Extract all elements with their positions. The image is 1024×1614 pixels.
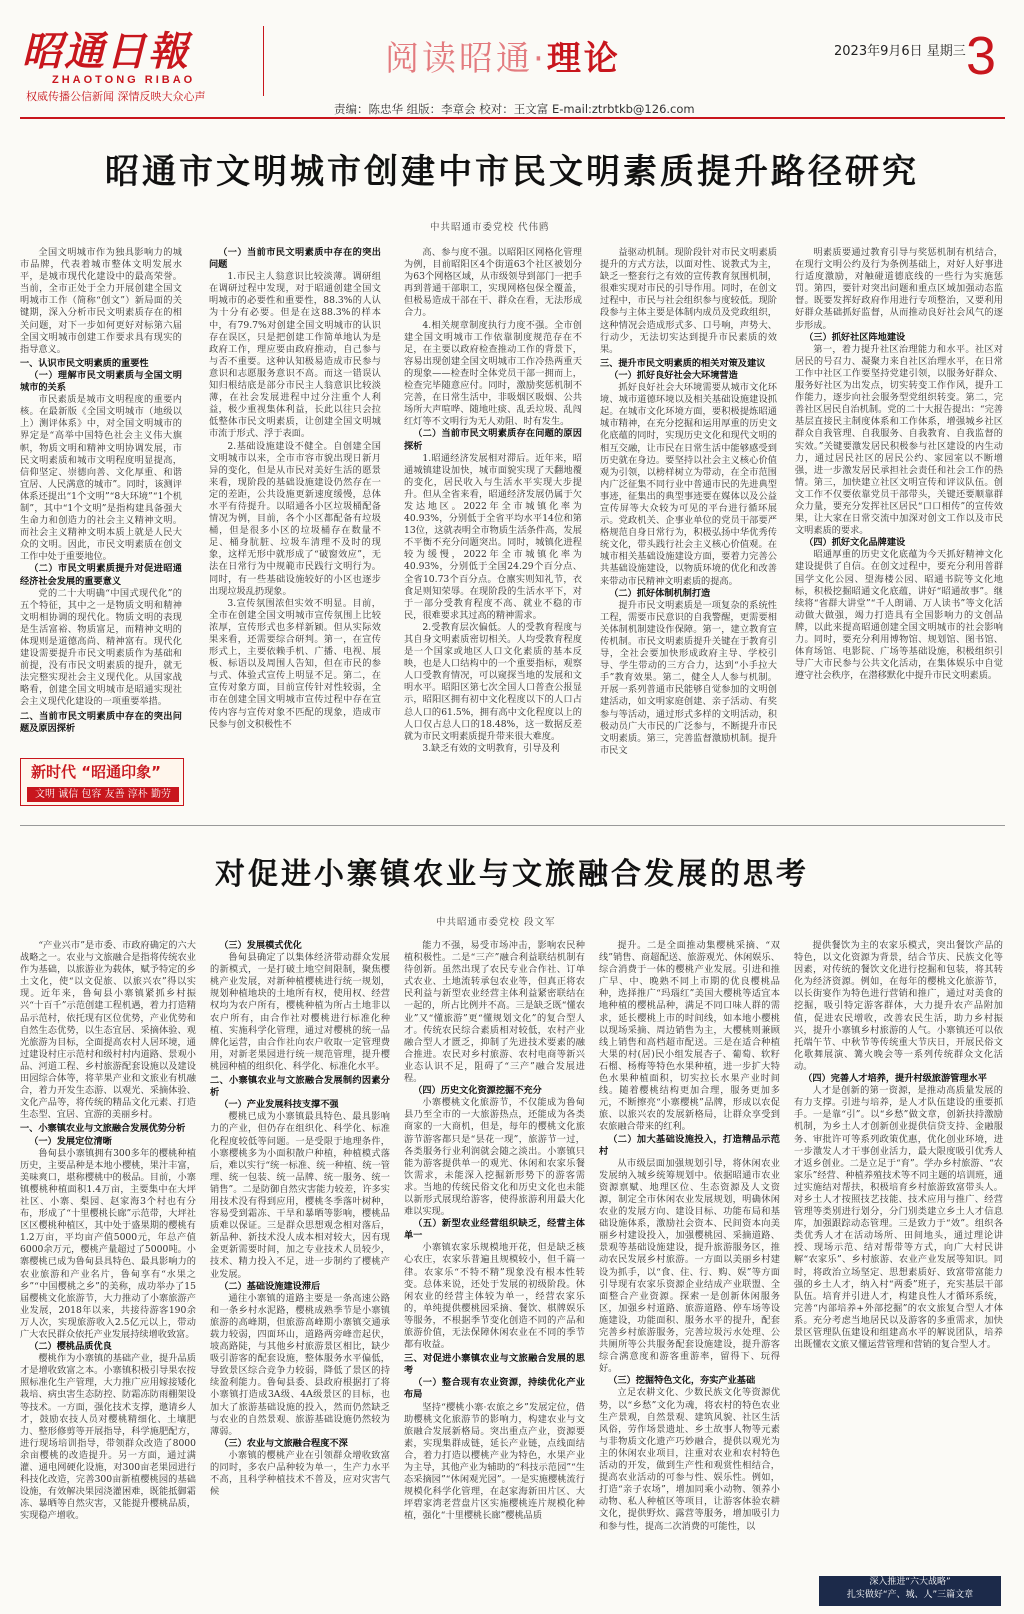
- paragraph: 从市级层面加强规划引导，将休闲农业发展纳入城乡统筹规划中。依据昭通市农业资源禀赋、地理区位、生态资源及人文资源，制定全市休闲农业发展规划，明确休闲农业的发展方向、建设目标、功能布局和基础设施体系，激励社会资本、民间资本向美丽乡村建设投入，加强樱桃园、采摘道路、景观等基础设施建设，提升旅游服务区，推动农民发展乡村旅游。一方面以美丽乡村建设为抓手，以“食、住、行、购、娱”等方面引导现有农家乐资源企业结成产业联盟、全面整合产业资源。探索一是创新休闲服务区，加强乡村道路、旅游道路、停车场等设施建设，功能面积、服务水平的提升，配套完善乡村旅游服务，完善垃圾污水处理、公共厕所等公共服务配套设施建设，提升游客综合满意度和游客重游率，留得下、玩得好。: [599, 1157, 780, 1375]
- paragraph: 2.受教育层次偏低。人的受教育程度与其自身文明素质密切相关。人均受教育程度是一个国家或地区人口文化素质的基本反映，也是人口结构中的一个重要指标，观察人口受教育情况，可以窥探当地的发展和文明水平。昭阳区第七次全国人口普查公报显示，昭阳区拥有初中文化程度以下的人口占总人口的61.5%，拥有高中文化程度以上的人口仅占总人口的18.48%，这一数据反差就为市民文明素质提升带来很大难度。: [404, 621, 582, 742]
- section-heading: （四）完善人才培养，提升村级旅游管理水平: [803, 1073, 987, 1085]
- paragraph: 樱桃作为小寨镇的基础产业，提升品质才是增收致富之本。小寨镇积极引导果农按照标准化生产管理，大力推广应用嫁接矮化栽培、病虫害生态防控、防霜冻防雨棚架设等技术。一方面，强化技术支撑，邀请乡人才，鼓励农技人员对樱桃精细化、土壤肥力、整形修剪等开展指导，科学施肥配方，进行现场培训指导，带领群众改造了8000余亩樱桃的改造提升。另一方面，通过满灌、通电网硬化设施，对300亩老果园进行科技化改造，完善300亩新植樱桃园的基础设施，有效解决果园浇灌困难，既能抵御霜冻、暴晒等自然灾害，又能提升樱桃品质，实现稳产增收。: [20, 1353, 196, 1522]
- section-heading: （二）加大基础设施投入，打造精品示范村: [599, 1133, 780, 1157]
- editor-credits: 责编：陈忠华 组版：李章会 校对：王文富 E-mail:ztrbtkb@126.com: [334, 102, 695, 116]
- article1-col4: [600, 247, 777, 810]
- paragraph: 能力不强，易受市场冲击，影响农民种植积极性。二是“三产”融合利益联结机制有待创新。虽然出现了农民专业合作社、订单式农业、土地流转承包农业等，但真正将农民利益与新型农业经营主体利益紧密联结在一起的，所占比例并不高。三是缺乏既“懂农业”又“懂旅游”更“懂规划文化”的复合型人才。传统农民综合素质相对较低，农村产业融合型人才匮乏，抑制了先进技术要素的融合推进。农民对乡村旅游、农村电商等新兴业态认识不足，阻碍了“三产”融合发展进程。: [404, 940, 585, 1085]
- paragraph: 提升市民文明素质是一项复杂的系统性工程，需要市民意识的自我警醒，更需要相关体制机制建设作保障。第一，建立教育宣传机制。市民文明素质提升关键在于教育引导，全社会要加快形成政府主导、学校引导、学生带动的三方合力，达到“小手拉大手”教育效果。第二，健全人人参与机制。开展一系列普通市民能够自觉参加的文明创建活动，如文明家庭创建、亲子活动、有奖参与等活动，通过形式多样的文明活动，积极动员广大市民的广泛参与，不断提升市民文明素质。第三，完善监督激励机制。提升市民文: [600, 599, 777, 756]
- paragraph: 通往小寨镇的道路主要是一条高速公路和一条乡村水泥路，樱桃成熟季节是小寨镇旅游的高峰期，但旅游高峰期小寨镇交通承载力较弱，四面环山，道路两旁峰峦起伏，坡高路陡，与其他乡村旅游景区相比，缺少吸引游客的配套设施，整体服务水平偏低，导致景区综合竞争力较弱，降低了景区的持续盈利能力。鲁甸县委、县政府根据打了将小寨镇打造成3A级、4A级景区的目标，也加大了旅游基础设施的投入，然而仍然缺乏与农业的自然景观、旅游基础设施仍然较为薄弱。: [210, 1292, 390, 1437]
- section-heading: （三）农业与文旅融合程度不深: [219, 1437, 348, 1449]
- strategy-tag-line2: 扎实做好“产、城、人”三篇文章: [846, 1590, 974, 1600]
- paragraph: 高、参与度不强。以昭阳区网格化管理为例，目前昭阳区4个街道63个社区被划分为63个网格区域，从市级领导到部门一把手再到普通干部职工，实现网格包保全覆盖，但极易造成干部在干、群众在看，无法形成合力。: [404, 247, 582, 319]
- section-heading: （四）抓好文化品牌建设: [804, 537, 906, 549]
- section-heading: （一）当前市民文明素质中存在的突出问题: [209, 247, 381, 271]
- section-heading: （二）基础设施建设滞后: [219, 1280, 321, 1292]
- section-heading: （一）产业发展科技支撑不强: [219, 1099, 339, 1111]
- paragraph: 鲁甸县小寨镇拥有300多年的樱桃种植历史，主要品种是本地小樱桃，果汁丰富，美味爽口，堪称樱桃中的极品。目前，小寨镇樱桃种植面积1.4万亩，主要集中在大坪社区、小寨、梨园、赵家海3个村也有分布，形成了“十里樱桃长廊”示范带，大坪社区区樱桃种植区，其中处于盛果期的樱桃有1.2万亩，平均亩产值5000元，年总产值6000余万元，樱桃产量超过了5000吨。小寨樱桃已成为鲁甸县具特色、最具影响力的农业旅游和产业名片，鲁甸享有“水果之乡”“中国樱桃之乡”的美称，成功举办了15届樱桃文化旅游节，大力推动了小寨旅游产业发展，2018年以来，共接待游客190余万人次，实现旅游收入2.5亿元以上，带动广大农民群众依托产业发展持续增收致富。: [20, 1147, 196, 1340]
- section-title: [385, 36, 621, 82]
- section-heading: （一）整合现有农业资源，持续优化产业布局: [404, 1377, 585, 1401]
- paragraph: 明素质要通过教育引导与奖惩机制有机结合，在现行文明公约及行为条例基础上，对好人好事进行适度激励，对触碰道德底线的一些行为实施惩罚。第四，要针对突出问题和重点区域加强动态监督。既要发挥好政府作用进行专项整治，又要利用好群众基础抓好监督，从而推动良好社会风气的逐步形成。: [795, 247, 1003, 331]
- article2-byline: 中共昭通市委党校 段文军: [436, 917, 556, 928]
- section-heading: （四）历史文化资源挖掘不充分: [413, 1085, 542, 1097]
- article1-col2: [209, 247, 381, 810]
- article1-byline: 中共昭通市委党校 代伟鸥: [430, 222, 550, 233]
- section-heading: 三、提升市民文明素质的相关对策及建议: [600, 357, 766, 369]
- paragraph: 小寨镇农家乐规模地开花，但是缺乏核心农庄，农家乐普遍且规模较小，但千篇一律。农家乐“不特不精”现象没有根本性转变。总体来说，还处于发展的初级阶段。休闲农业的经营主体较为单一，经营农家乐的，单纯提供樱桃园采摘、餐饮、棋牌娱乐等服务，不根据季节变化创造不同的产品和旅游价值，无法保障休闲农业在不同的季节都有收益。: [404, 1242, 585, 1351]
- section-title-a: 阅读昭通·: [385, 39, 547, 79]
- paragraph: 樱桃已成为小寨镇最具特色、最具影响力的产业，但仍存在组织化、科学化、标准化程度较低等问题。一是受限于地理条件，小寨樱桃多为小面积散户种植，种植模式落后，难以实行“统一标准、统一种植、统一管理、统一包装、统一品牌、统一服务、统一销售”。二是防御自然灾害能力较差，许多实用技术没有得到应用，樱桃冬季落叶树种，容易受到霜冻、干旱和暴晒等影响，樱桃品质难以保证。三是群众思想观念相对落后，新品种、新技术没人成本相对较大，因有现金更新需要时间，加之专业技术人员较少，技术、精力投入不足，进一步制约了樱桃产业发展。: [210, 1111, 390, 1280]
- civility-badge: [20, 758, 184, 806]
- section-heading: （二）当前市民文明素质存在问题的原因探析: [404, 428, 582, 452]
- paragraph: 1.昭通经济发展相对滞后。近年来，昭通城镇建设加快，城市面貌实现了天翻地覆的变化，居民收入与生活水平实现大步提升。但从全省来看，昭通经济发展仍属于欠发达地区。2022年全市城镇化率为40.93%，分别低于全省平均水平14位和第13位，这就表明全市物质生活条件高，发展不平衡不充分问题突出。同时，城镇化进程较为缓慢，2022年全市城镇化率为40.93%，分别低于全国24.29个百分点、全省10.73个百分点。仓廪实则知礼节，衣食足则知荣辱。在现阶段的生活水平下，对于一部分受教育程度不高、就业不稳的市民，很难要求其过高的精神需求。: [404, 452, 582, 621]
- section-heading: （一）理解市民文明素质与全国文明城市的关系: [20, 369, 182, 394]
- article1-col3: [404, 247, 582, 810]
- article1-col1: [20, 247, 182, 752]
- masthead-divider: [263, 26, 264, 96]
- section-heading: （三）发展模式优化: [219, 940, 302, 951]
- section-heading: （二）市民文明素质提升对促进昭通经济社会发展的重要意义: [20, 563, 182, 587]
- section-title-b: 理论: [546, 39, 621, 79]
- paragraph: 提升。二是全面推动集樱桃采摘、“双线”销售、商超配送、旅游观光、休闲娱乐、综合消费于一体的樱桃产业发展。引进和推广早、中、晚熟不同上市期的优良樱桃品种，选择推广“玛瑙红”美国大樱桃等适宜本地种植的樱桃品种，满足不同口味人群的需求，延长樱桃上市的时间线，如本地小樱桃以现场采摘、周边销售为主，大樱桃则兼顾线上销售和高档超市配送。三是在适合种植大果的村(居)民小组发展杏子、葡萄、软籽石榴、杨梅等特色水果种植，进一步扩大特色水果种植面积，切实拉长水果产业时间线。随着樱桃结构更加合理，服务更加多元，不断擦亮“小寨樱桃”品牌，形成以农促旅、以旅兴农的发展新格局，让群众享受到农旅融合带来的红利。: [599, 940, 780, 1133]
- paragraph: 坚持“樱桃小寨·农旅之乡”发展定位，借助樱桃文化旅游节的影响力，构建农业与文旅融合发展新格局。突出重点产业，资源要素，实现集群成链，延长产业链，点线面结合，着力打造以樱桃产业为特色，水果产业为主导，其他产业为辅助的“科技示范园”“生态采摘园”“休闲观光园”。一是实施樱桃流行规模化科学化管理，在赵家海新田片区、大坪碧家湾老营盘片区实施樱桃连片规模化种植，强化“十里樱桃长廊”樱桃品质: [404, 1401, 585, 1522]
- paragraph: 鲁甸县确定了以集体经济带动群众发展的新模式，一是打破土地空间限制，聚焦樱桃产业发展，对新种植樱桃进行统一规划，规划种植地块的土地所有权，使用权、经营权均为农户所有，樱桃种植为所占土地非以农户所有，由合作社对樱桃进行标准化种植、实施科学化管理，通过对樱桃的统一品牌化运营，由合作社向农户收取一定管理费用，对新老果园进行统一规范管理，提升樱桃园种植的组织化、科学化、标准化水平。: [210, 952, 390, 1072]
- article-divider: [20, 825, 1005, 826]
- strategy-tag: [819, 1576, 1001, 1606]
- masthead-rule: [20, 117, 1005, 119]
- section-heading: （一）抓好良好社会大环境营造: [609, 369, 738, 381]
- section-heading: 二、小寨镇农业与文旅融合发展制约因素分析: [210, 1075, 390, 1099]
- paragraph: 1.市民主人翁意识比较淡薄。调研组在调研过程中发现，对于昭通创建全国文明城市的必要性和重要性，88.3%的人认为十分有必要。但是在这88.3%的样本中，有79.7%对创建全国文明城市的认识存在误区，只是把创建工作简单地认为是政府工作，理应要由政府推动，自己参与与否不重要。这种认知极易造成市民参与意识和志愿服务意识不高。而这一错误认知归根结底是部分市民主人翁意识比较淡薄，在社会发展进程中过分注重个人利益，极少重视集体利益，长此以往只会拉低整体市民文明素质，让创建全国文明城市流于形式、浮于表面。: [209, 271, 381, 440]
- paragraph: 提供餐饮为主的农家乐模式，突出餐饮产品的特色，以文化资源为背景，结合节庆、民族文化等因素，对传统的餐饮文化进行挖掘和包装，将其转化为经济资源。例如，在每年的樱桃文化旅游节，以长街宴作为特色进行营销和推广，通过对美食的挖掘，吸引特定游客群体，大力提升农产品附加值，促进农民增收，改善农民生活，助力乡村振兴，提升小寨镇乡村旅游的人气。小寨镇还可以依托端午节、中秋节等传统重大节庆日，开展民俗文化歌舞展演、篝火晚会等一系列传统群众文化活动。: [794, 940, 1003, 1072]
- paragraph: 2.基础设施建设不健全。自创建全国文明城市以来，全市市容市貌出现日新月异的变化，但是从市民对美好生活的愿景来看，现阶段的基础设施建设仍然存在一定的差距，公共设施更新速度缓慢，总体水平有待提升。以昭通各小区垃圾桶配备情况为例，目前，各个小区都配备有垃圾桶，但是很多小区的垃圾桶存在数量不足、桶身肮脏、垃圾车清理不及时的现象，这样无形中就形成了“破窗效应”，无法在日常行为中规範市民践行文明行为。同时，有一些基础设施较好的小区也逐步出现垃圾乱扔现象。: [209, 440, 381, 597]
- article2-col5: [794, 940, 1003, 1568]
- article2-col1: [20, 940, 196, 1608]
- section-heading: 一、小寨镇农业与文旅融合发展优势分析: [20, 1123, 186, 1135]
- article1-col5: [795, 247, 1003, 810]
- article1-title: 昭通市文明城市创建中市民文明素质提升路径研究: [105, 152, 919, 192]
- paragraph: 3.宣传氛围浓但实效不明显。目前，全市在创建全国文明城市宣传氛围上比较浓厚，宣传形式也多样新颖。但从实际效果来看，还需要综合研判。第一，在宣传形式上，主要依赖手机、广播、电视、展板、标语以及周围人告知，但在市民的参与式、体验式宣传上明显不足。第二，在宣传对象方面，目前宣传针对性较弱，全市在创建全国文明城市宣传过程中存在宣传内容与宣传对象不匹配的现象，造成市民参与创文积极性不: [209, 597, 381, 730]
- section-heading: （二）抓好体制机制打造: [609, 587, 711, 599]
- newspaper-logo-en: ZHAOTONG RIBAO: [52, 74, 196, 86]
- paragraph: 益驱动机制。现阶段针对市民文明素质提升的方式方法，以面对性、说教式为主，缺乏一整套行之有效的宣传教育氛围机制，很难实现对市民的引导作用。同时，在创文过程中，市民与社会组织参与度较低。现阶段参与主体主要是体制内成员及党政组织，这种情况会造成形式多、口号响，声势大、行动少，无法切实达到提升市民素质的效果。: [600, 247, 777, 355]
- strategy-tag-line1: 深入推进“六大战略”: [869, 1577, 951, 1587]
- paragraph: 抓好良好社会大环境需要从城市文化环境、城市道德环境以及相关基础设施建设抓起。在城市文化环境方面，要积极提炼昭通城市精神，在充分挖掘和运用厚重的历史文化底蕴的同时，实现历史文化和现代文明的相互交融，让市民在日常生活中能够感受到历史就在身边。要坚持以社会主义核心价值观为引领，以榜样树立为带动，在全市范围内广泛征集不同行业中普通市民的先进典型事迹，征集出的典型事迹要在媒体以及公益宣传屏等大众较为可见的平台进行循环展示。党政机关、企事业单位的党员干部要严格规范自身日常行为，积极弘扬中华优秀传统文化，带头践行社会主义核心价值观。在城市相关基础设施建设方面，要着力完善公共基础设施建设，以物质环境的优化和改善来带动市民精神文明素质的提高。: [600, 382, 777, 587]
- issue-date: 2023年9月6日 星期三: [834, 44, 966, 59]
- paragraph: 党的二十大明确“中国式现代化”的五个特征，其中之一是物质文明和精神文明相协调的现代化。物质文明的表现是生活富裕、物质富足，而精神文明的体现则是道德高尚、精神富有。现代化建设需要提升市民文明素质作为基础和前提，没有市民文明素质的提升，就无法完整实现社会主义现代化。从国家战略看，创建全国文明城市是昭通实现社会主义现代化建设的一项重要举措。: [20, 587, 182, 708]
- section-heading: 三、对促进小寨镇农业与文旅融合发展的思考: [404, 1353, 585, 1377]
- paragraph: 4.相关规章制度执行力度不强。全市创建全国文明城市工作依靠制度规范存在不足，在主要以政府检查推动工作的背景下，容易出现创建全国文明城市工作冷热两重天的现象——检查时全体党员干部一拥而上，检查完毕随意应付。同时，激励奖惩机制不完善，在日常生活中，非吸烟区吸烟、公共场所大声喧哗、随地吐痰、乱丢垃圾、乱闯红灯等不文明行为无人劝阻、时有发生。: [404, 319, 582, 428]
- section-heading: （二）樱桃品质优良: [29, 1341, 112, 1353]
- newspaper-logo: 昭通日報: [22, 28, 190, 75]
- section-heading: （三）抓好社区阵地建设: [804, 331, 906, 343]
- newspaper-slogan: 权威传播公信新闻 深情反映大众心声: [26, 90, 206, 103]
- paragraph: 全国文明城市作为独具影响力的城市品牌，代表着城市整体文明发展水平，是城市现代化建设中的最高荣誉。当前，全市正处于全力开展创建全国文明城市工作（简称“创文”）新局面的关键期，深入分析市民文明素质存在的相关问题，对下一步如何更好对标第六届全国文明城市创建工作要求具有现实的指导意义。: [20, 247, 182, 355]
- badge-subtitle: 文明 诚信 包容 友善 淳朴 勤劳: [27, 787, 179, 802]
- badge-title: 新时代 “昭通印象”: [31, 763, 161, 781]
- article2-col4: [599, 940, 780, 1608]
- page-number: 3: [966, 26, 997, 86]
- section-heading: 二、当前市民文明素质中存在的突出问题及原因探析: [20, 710, 182, 734]
- paragraph: 立足农耕文化、少数民族文化等资源优势，以“乡愁”文化为魂，将农村的特色农业生产景观，自然景观、建筑风貌、社区生活风俗，劳作场景遗址、乡土故事人物等元素与非物质文化遗产巧妙融合，提供以观光为主的休闲农业项目，注重对农业和农村特色活动的开发，做到生产性和观赏性相结合，提高农业活动的可参与性、娱乐性。例如，打造“亲子农场”，增加同乘小动物、领养小动物、私人种植区等项目，让游客体验农耕文化，提供野炊、露营等服务，增加吸引力和参与性，提高二次消费的可能性，以: [599, 1387, 780, 1532]
- paragraph: 3.缺乏有效的文明教育，引导及利: [422, 742, 560, 754]
- paragraph: “产业兴市”是市委、市政府确定的六大战略之一。农业与文旅融合是指将传统农业作为基础，以旅游业为载体，赋予特定的乡土文化，使“以文促旅、以旅兴农”得以实现。近年来，鲁甸县小寨镇紧抓乡村振兴“十百千”示范创建工程机遇，着力打造精品示范村，依托现有区位优势，产业优势和自然生态优势，以生态宜居、采摘体验、观光旅游为目标，全面提高农村人居环境，通过建设村庄示范村和级村村内道路、景观小品、河道工程、乡村旅游配套设施以及建设田园综合体等，将苹果产业和文旅业有机融合，着力开发生态游、以观光、采摘体验、文化产品等，将传统的精品文化元素、打造生态型、宜居、宜游的美丽乡村。: [20, 940, 196, 1121]
- paragraph: 小寨镇的樱桃产业在引领群众增收致富的同时，多农户品种较为单一，生产力水平不高，且科学种植技术不普及，应对灾害气候: [210, 1449, 390, 1498]
- section-heading: （一）发展定位清晰: [29, 1135, 112, 1147]
- section-heading: （三）挖掘特色文化，夯实产业基础: [608, 1375, 756, 1387]
- paragraph: 第一，着力提升社区治理能力和水平。社区对居民的号召力、凝聚力来自社区治理水平，在日常工作中社区工作要坚持党建引领，以服务好群众、服务好社区为出发点，切实转变工作作风，提升工作能力，逐步向社会服务型党组织转变。第二，完善社区居民自治机制。党的二十大报告提出：“完善基层直接民主制度体系和工作体系，增强城乡社区群众自我管理、自我服务、自我教育、自我监督的实效。”关键要激发居民积极参与社区建设的内生动力，通过居民社区的居民公约、家园室以不断增强，进一步激发居民承担社会责任和社会工作的热情。第三，加快建立社区文明宣传和评议队伍。创文工作不仅要依靠党员干部带头，关键还要顺靠群众力量，要充分发挥社区居民“口口相传”的宣传效果，让大家在日常交流中加深对创文工作以及市民文明素质的要求。: [795, 343, 1003, 537]
- article2-title: 对促进小寨镇农业与文旅融合发展的思考: [215, 857, 809, 892]
- article2-col2: [210, 940, 390, 1608]
- paragraph: 昭通厚重的历史文化底蕴为今天抓好精神文化建设提供了自信。在创文过程中，要充分利用普群国学文化公园、望海楼公园、昭通书院等文化地标，积极挖掘昭通文化底蕴，讲好“昭通故事”。继续将“省群大讲堂”“千人朗诵、万人读书”等文化活动做大做强，竭力打造具有全国影响力的文创品牌，以此来提高昭通创建全国文明城市的社会影响力。同时，要充分利用博物馆、规划馆、图书馆、体育场馆、电影院、广场等基础设施，积极组织引导广大市民参与公共文化活动，在集体娱乐中自觉遵守社会秩序，在潜移默化中提升市民文明素质。: [795, 549, 1003, 682]
- article2-col3: [404, 940, 585, 1608]
- paragraph: 市民素质是城市文明程度的重要内核。在最新版《全国文明城市（地级以上）测评体系》中，对全国文明城市的界定是“高举中国特色社会主义伟大旗帜，物质文明和精神文明协调发展，市民文明素质和城市文明程度明显提高，信仰坚定、崇德向善、文化厚重、和谐宜居、人民满意的城市”。同时，该测评体系还提出“1个文明”“8大环境”“1个机制”，其中“1个文明”是指构建具备强大生命力和创造力的社会主义精神文明。而社会主义精神文明本质上就是人民大众的文明。因此，市民文明素质在创文工作中处于重要地位。: [20, 394, 182, 563]
- section-heading: 一、认识市民文明素质的重要性: [20, 357, 149, 369]
- paragraph: 人才是创新的第一资源，是推动高质量发展的有力支撑。引进与培养，是人才队伍建设的重要抓手。一是靠“引”。以“乡愁”做文章，创新扶持激励机制，为乡土人才创新创业提供信贷支持、金融服务、审批许可等系列政策优惠，优化创业环境，进一步激发人才干事创业活力，最大限度吸引优秀人才返乡创业。二是立足于“育”。学办乡村旅游、“农家乐”经营、种植养殖技术等不同主题的培训班，通过实施结对帮扶，积极培育乡村旅游致富带头人。对乡土人才按照技艺技能、技术应用与推广、经营管理等类别进行划分，分门别类建立乡土人才信息库，加强跟踪动态管理。三是致力于“效”。组织各类优秀人才在活动场所、田间地头，通过理论讲授、现场示范、结对帮带等方式，向广大村民讲解“农家乐”、乡村旅游、农业产业发展等知识。同时，将政治立场坚定、思想素质好、致富带富能力强的乡土人才，纳入村“两委”班子，充实基层干部队伍。培育并引进人才，构建良性人才循环系统，完善“内部培养+外部挖掘”的农文旅复合型人才体系。充分考虑当地居民以及游客的多重需求，加快景区管理队伍建设和组建高水平的解说团队，培养出既懂农文旅又懂运营管理和营销的复合型人才。: [794, 1085, 1003, 1351]
- section-heading: （五）新型农业经营组织缺乏，经营主体单一: [404, 1218, 585, 1242]
- paragraph: 小寨樱桃文化旅游节，不仅能成为鲁甸县乃至全市的一大旅游热点，还能成为各类商家的一大商机，但是，每年的樱桃文化旅游节游客都只是“昙花一现”，旅游节一过，各类服务行业利润就会随之淡出。小寨镇只能为游客提供单一的观光、休闲和农家乐餐饮需求，未能深入挖掘新形势下的游客需求。当地的传统民俗文化和历史文化也未能以新形式展现给游客，使得旅游利用最大化难以实现。: [404, 1097, 585, 1218]
